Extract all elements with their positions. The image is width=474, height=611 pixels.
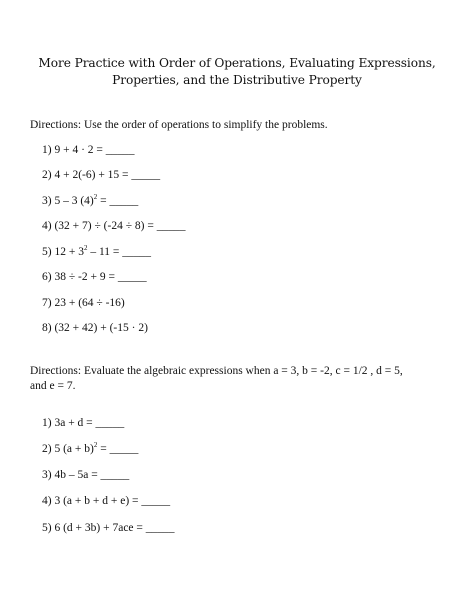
problem-2-2 xyxy=(42,442,138,456)
problem-1-7 xyxy=(42,296,125,310)
problem-1-2 xyxy=(42,168,160,182)
page-title-line-1: More Practice with Order of Operations, Evaluating Expressions, xyxy=(38,56,436,70)
problem-2-3 xyxy=(42,468,129,482)
problem-1-1 xyxy=(42,143,135,157)
expr-part: 12 + 3 xyxy=(54,246,84,258)
problem-text: (32 + 42) + (-15 · 2) xyxy=(54,322,148,334)
problem-number: 7) xyxy=(42,297,52,309)
problem-text xyxy=(54,195,138,207)
problem-2-5 xyxy=(42,521,175,535)
problem-text: 4 + 2(-6) + 15 = _____ xyxy=(54,169,161,181)
problem-number: 6) xyxy=(42,271,52,283)
problem-number: 5) xyxy=(42,246,52,258)
expr-part: 5 – 3 (4) xyxy=(54,195,94,207)
page-title-line-2: Properties, and the Distributive Property xyxy=(112,73,362,87)
section-1-directions: Directions: Use the order of operations to simplify the problems. xyxy=(30,119,328,131)
expr-part: = _____ xyxy=(97,195,139,207)
expr-part: 5 (a + b) xyxy=(54,443,94,455)
problem-1-4 xyxy=(42,219,185,233)
problem-text: 3 (a + b + d + e) = _____ xyxy=(54,495,171,507)
problem-text: 4b – 5a = _____ xyxy=(54,469,130,481)
problem-number: 8) xyxy=(42,322,52,334)
problem-text: 3a + d = _____ xyxy=(54,417,125,429)
exponent: 2 xyxy=(83,244,88,253)
problem-text: 9 + 4 · 2 = _____ xyxy=(54,144,135,156)
problem-number: 5) xyxy=(42,522,52,534)
problem-number: 2) xyxy=(42,169,52,181)
problem-number: 4) xyxy=(42,220,52,232)
problem-text: 23 + (64 ÷ -16) xyxy=(54,297,125,309)
exponent: 2 xyxy=(93,441,98,450)
problem-text: 6 (d + 3b) + 7ace = _____ xyxy=(54,522,175,534)
problem-number: 1) xyxy=(42,144,52,156)
problem-number: 2) xyxy=(42,443,52,455)
section-2-directions: Directions: Evaluate the algebraic expressions when a = 3, b = -2, c = 1/2 , d = 5, and e = 7. xyxy=(30,365,403,392)
problem-text: 38 ÷ -2 + 9 = _____ xyxy=(54,271,147,283)
problem-1-6 xyxy=(42,270,147,284)
problem-number: 4) xyxy=(42,495,52,507)
expr-part: – 11 = _____ xyxy=(87,246,152,258)
problem-number: 3) xyxy=(42,469,52,481)
expr-part: = _____ xyxy=(97,443,139,455)
problem-1-5 xyxy=(42,245,151,259)
problem-1-3 xyxy=(42,194,138,208)
problem-1-8 xyxy=(42,321,148,335)
problem-text: (32 + 7) ÷ (-24 ÷ 8) = _____ xyxy=(54,220,186,232)
problem-text xyxy=(54,443,138,455)
problem-2-4 xyxy=(42,494,170,508)
problem-2-1 xyxy=(42,416,124,430)
problem-number: 3) xyxy=(42,195,52,207)
exponent: 2 xyxy=(93,193,98,202)
problem-text xyxy=(54,246,151,258)
problem-number: 1) xyxy=(42,417,52,429)
